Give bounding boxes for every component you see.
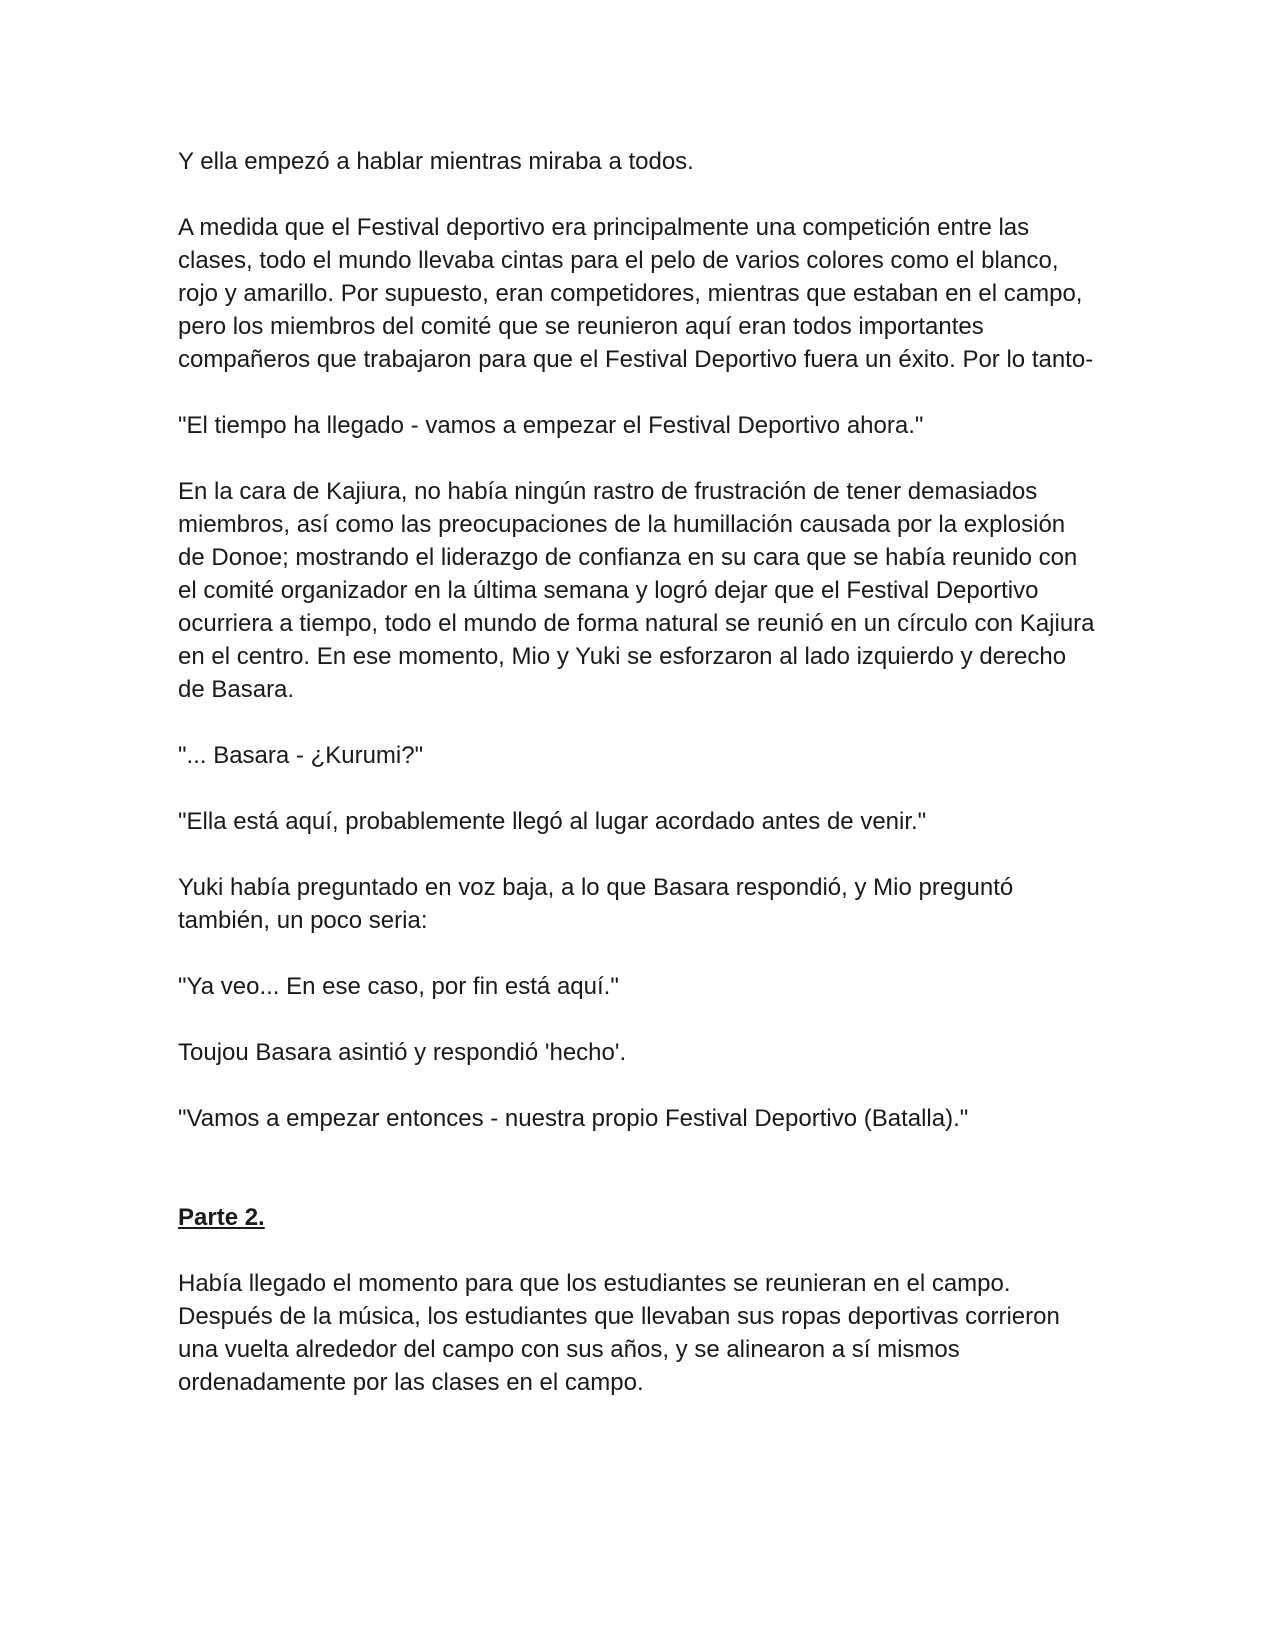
section-heading: Parte 2. xyxy=(178,1204,265,1231)
paragraph: "El tiempo ha llegado - vamos a empezar el Festival Deportivo ahora." xyxy=(178,412,924,439)
paragraph: Y ella empezó a hablar mientras miraba a todos. xyxy=(178,148,694,175)
paragraph: "Vamos a empezar entonces - nuestra propio Festival Deportivo (Batalla)." xyxy=(178,1105,969,1132)
document-body xyxy=(178,145,1098,1432)
paragraph: Yuki había preguntado en voz baja, a lo que Basara respondió, y Mio preguntó también, un poco seria: xyxy=(178,874,1014,934)
paragraph: En la cara de Kajiura, no había ningún rastro de frustración de tener demasiados miembros, así como las preocupaciones de la humillación causada por la explosión de Donoe; mostrando el liderazgo de confianza en su cara que se había reunido con el comité organizador en la última semana y logró dejar que el Festival Deportivo ocurriera a tiempo, todo el mundo de forma natural se reunió en un círculo con Kajiura en el centro. En ese momento, Mio y Yuki se esforzaron al lado izquierdo y derecho de Basara. xyxy=(178,478,1095,703)
paragraph: "Ella está aquí, probablemente llegó al lugar acordado antes de venir." xyxy=(178,808,927,835)
paragraph: "Ya veo... En ese caso, por fin está aquí." xyxy=(178,973,619,1000)
paragraph: Toujou Basara asintió y respondió 'hecho'. xyxy=(178,1039,627,1066)
paragraph: Había llegado el momento para que los estudiantes se reunieran en el campo. Después de la música, los estudiantes que llevaban sus ropas deportivas corrieron una vuelta alrededor del campo con sus años, y se alinearon a sí mismos ordenadamente por las clases en el campo. xyxy=(178,1270,1060,1396)
paragraph: "... Basara - ¿Kurumi?" xyxy=(178,742,424,769)
paragraph: A medida que el Festival deportivo era principalmente una competición entre las clases, todo el mundo llevaba cintas para el pelo de varios colores como el blanco, rojo y amarillo. Por supuesto, eran competidores, mientras que estaban en el campo, pero los miembros del comité que se reunieron aquí eran todos importantes compañeros que trabajaron para que el Festival Deportivo fuera un éxito. Por lo tanto- xyxy=(178,214,1094,373)
section-heading-block xyxy=(178,1201,1098,1234)
